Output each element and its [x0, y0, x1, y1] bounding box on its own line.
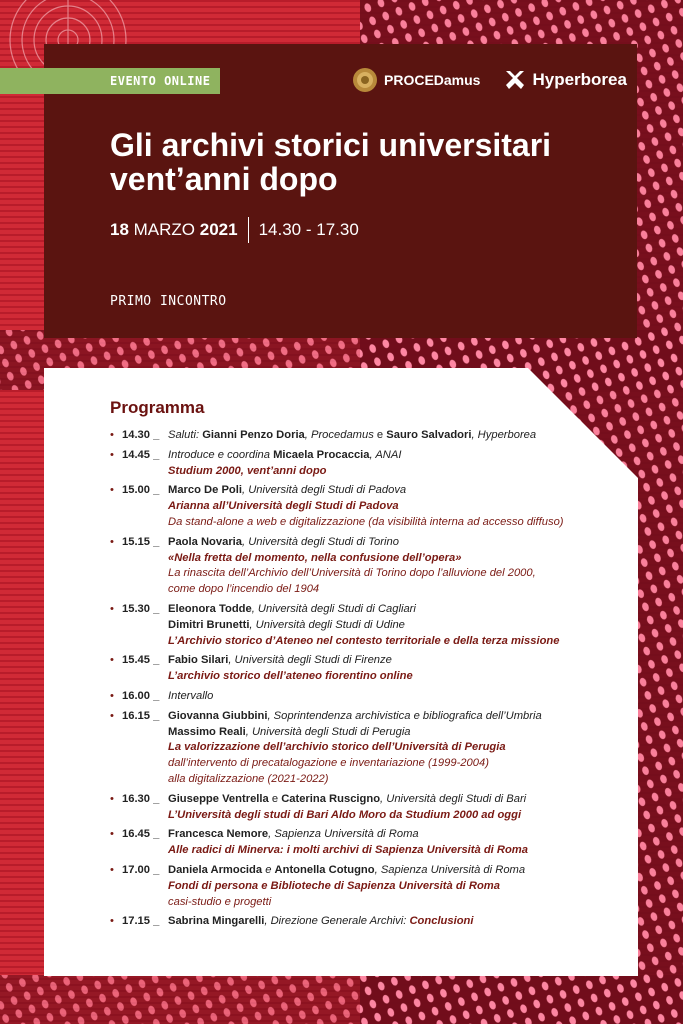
speaker-name: Francesca Nemore — [168, 828, 269, 841]
bullet: • — [110, 828, 114, 841]
speaker-name: Massimo Reali — [168, 725, 246, 738]
speaker-affiliation: , Università degli Studi di Perugia — [245, 725, 411, 738]
speaker-name: Micaela Procaccia — [270, 448, 370, 461]
program-item — [110, 448, 620, 480]
procedamus-label: PROCEDamus — [384, 72, 481, 88]
procedamus-seal-icon — [352, 67, 378, 93]
speaker-name: Marco De Poli — [168, 484, 242, 497]
talk-title: L’Archivio storico d’Ateneo nel contesto territoriale e della terza missione — [168, 634, 560, 647]
bullet: • — [110, 535, 114, 548]
program-item — [110, 709, 620, 788]
speaker-name: Fabio Silari — [168, 654, 229, 667]
item-time: 15.15 _ — [122, 535, 160, 548]
program-item — [110, 914, 620, 930]
event-badge: EVENTO ONLINE — [0, 68, 220, 94]
speaker-affiliation: , Università degli Studi di Torino — [242, 535, 399, 548]
speaker-name: Giuseppe Ventrella — [168, 792, 269, 805]
speaker-name: Gianni Penzo Doria — [199, 429, 305, 441]
speaker-affiliation: , Università degli Studi di Firenze — [228, 654, 392, 667]
hyperborea-logo — [504, 69, 626, 91]
speaker-affiliation: , Università degli Studi di Padova — [241, 484, 407, 497]
item-time: 15.45 _ — [122, 654, 160, 667]
logos — [352, 67, 627, 93]
item-time: 16.00 _ — [122, 689, 160, 702]
item-time: 16.30 _ — [122, 792, 160, 805]
bullet: • — [110, 429, 114, 441]
speaker-affiliation: , Sapienza Università di Roma — [268, 828, 419, 841]
bullet: • — [110, 484, 114, 497]
talk-title: Conclusioni — [409, 915, 474, 928]
talk-subtitle: La rinascita dell’Archivio dell’Università di Torino dopo l’alluvione del 2000, — [168, 567, 536, 580]
speaker-name: Sabrina Mingarelli — [168, 915, 265, 928]
talk-title: Studium 2000, vent’anni dopo — [168, 464, 327, 477]
speaker-affiliation: , Hyperborea — [471, 429, 537, 441]
bullet: • — [110, 915, 114, 928]
talk-subtitle: alla digitalizzazione (2021-2022) — [168, 772, 329, 785]
talk-title: Alle radici di Minerva: i molti archivi di Sapienza Università di Roma — [168, 844, 528, 857]
bullet: • — [110, 602, 114, 615]
program-item — [110, 602, 620, 649]
speaker-name: Sauro Salvadori — [386, 429, 472, 441]
program-item — [110, 535, 620, 598]
conjunction: e — [262, 863, 275, 876]
talk-subtitle: Da stand-alone a web e digitalizzazione (da visibilità interna ad accesso diffuso) — [168, 515, 564, 528]
program-item — [110, 863, 620, 910]
talk-title: L’Università degli studi di Bari Aldo Moro da Studium 2000 ad oggi — [168, 808, 522, 821]
speaker-affiliation: , Sapienza Università di Roma — [374, 863, 526, 876]
item-role: Saluti: — [168, 429, 200, 441]
speaker-name: Paola Novaria — [168, 535, 242, 548]
speaker-affiliation: , Soprintendenza archivistica e bibliografica dell’Umbria — [267, 709, 542, 722]
talk-title: «Nella fretta del momento, nella confusione dell’opera» — [168, 551, 462, 564]
program-item — [110, 827, 620, 859]
speaker-affiliation: , Università degli Studi di Bari — [380, 792, 527, 805]
talk-subtitle: casi-studio e progetti — [168, 895, 272, 908]
item-time: 15.00 _ — [122, 484, 160, 497]
date-year: 2021 — [199, 220, 238, 239]
program-item — [110, 653, 620, 685]
program-title: Programma — [110, 398, 205, 417]
title-line-1: Gli archivi storici universitari — [110, 127, 552, 163]
program-item — [110, 483, 620, 530]
speaker-name: Daniela Armocida — [168, 863, 263, 876]
event-subtitle: PRIMO INCONTRO — [110, 294, 227, 309]
speaker-affiliation: , Università degli Studi di Udine — [249, 618, 405, 631]
talk-subtitle: dall’intervento di precatalogazione e inventariazione (1999-2004) — [168, 757, 489, 770]
speaker-name: Giovanna Giubbini — [168, 709, 268, 722]
speaker-name: Antonella Cotugno — [274, 863, 375, 876]
speaker-name: Caterina Ruscigno — [281, 792, 381, 805]
date-month: MARZO — [128, 220, 200, 239]
item-time: 15.30 _ — [122, 602, 160, 615]
item-time: 16.45 _ — [122, 828, 160, 841]
date-day: 18 — [110, 220, 129, 239]
program-item — [110, 689, 620, 705]
talk-title: Fondi di persona e Biblioteche di Sapienza Università di Roma — [168, 879, 500, 892]
page-title — [110, 128, 630, 196]
program-item — [110, 428, 620, 444]
speaker-affiliation: , ANAI — [369, 448, 402, 461]
bullet: • — [110, 654, 114, 667]
event-date — [110, 217, 359, 243]
bullet: • — [110, 448, 114, 461]
item-time: 14.30 _ — [122, 429, 160, 441]
hyperborea-label: Hyperborea — [532, 70, 627, 89]
item-role: Introduce e coordina — [168, 448, 270, 461]
break-label: Intervallo — [168, 689, 214, 702]
speaker-name: Eleonora Todde — [168, 602, 252, 615]
bullet: • — [110, 792, 114, 805]
speaker-affiliation: , Direzione Generale Archivi: — [264, 915, 410, 928]
date-separator — [248, 217, 249, 243]
talk-subtitle: come dopo l’incendio del 1904 — [168, 583, 320, 596]
conjunction: e — [268, 792, 282, 805]
item-time: 17.00 _ — [122, 863, 160, 876]
conjunction: e — [373, 429, 387, 441]
speaker-affiliation: , Procedamus — [304, 429, 374, 441]
hyperborea-mark-icon — [504, 69, 526, 91]
bullet: • — [110, 863, 114, 876]
bullet: • — [110, 709, 114, 722]
program-item — [110, 792, 620, 824]
speaker-affiliation: , Università degli Studi di Cagliari — [251, 602, 416, 615]
speaker-name: Dimitri Brunetti — [168, 618, 250, 631]
title-line-2: vent’anni dopo — [110, 161, 338, 197]
item-time: 14.45 _ — [122, 448, 160, 461]
bullet: • — [110, 689, 114, 702]
program-list — [110, 428, 620, 934]
time-range: 14.30 - 17.30 — [258, 220, 359, 239]
talk-title: La valorizzazione dell’archivio storico dell’Università di Perugia — [168, 741, 506, 754]
procedamus-logo — [352, 67, 480, 93]
item-time: 17.15 _ — [122, 915, 160, 928]
talk-title: Arianna all’Università degli Studi di Padova — [168, 500, 399, 513]
talk-title: L’archivio storico dell’ateneo fiorentino online — [168, 670, 413, 683]
item-time: 16.15 _ — [122, 709, 160, 722]
